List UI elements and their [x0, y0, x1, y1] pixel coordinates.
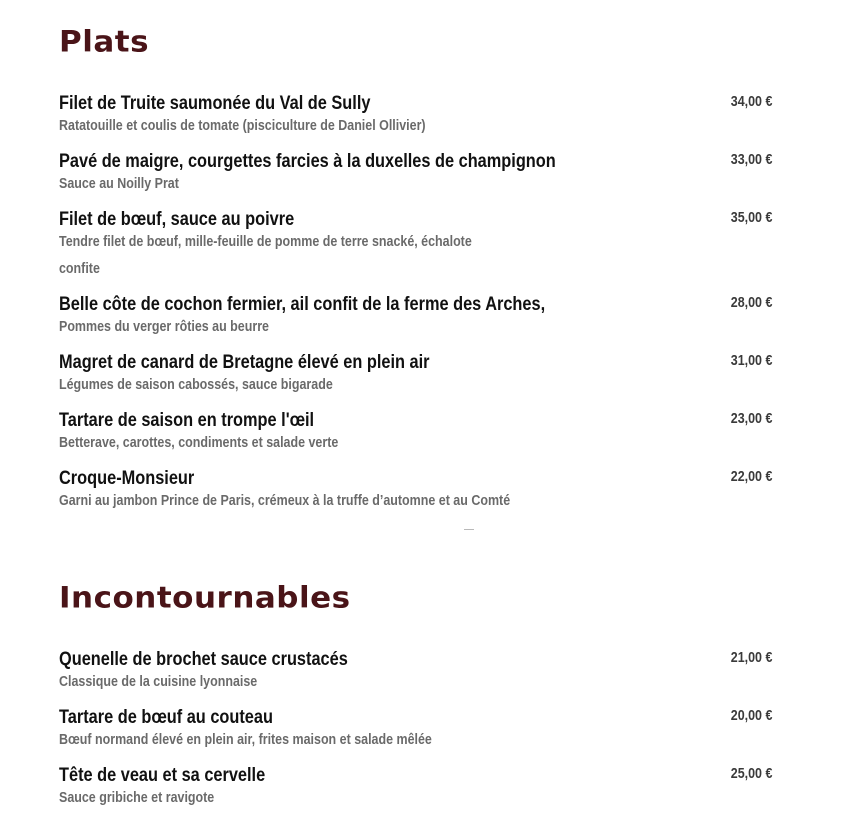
menu-item	[59, 293, 774, 341]
menu-item	[59, 150, 774, 198]
item-description: Ratatouille et coulis de tomate (pisciculture de Daniel Ollivier)	[59, 118, 426, 134]
item-price: 35,00 €	[730, 210, 772, 226]
menu-item	[59, 409, 774, 457]
item-price: 33,00 €	[730, 152, 772, 168]
item-name: Magret de canard de Bretagne élevé en plein air	[59, 352, 430, 373]
item-description: Sauce gribiche et ravigote	[59, 790, 215, 806]
item-price: 34,00 €	[730, 94, 772, 110]
menu-item	[59, 92, 774, 140]
menu-item	[59, 648, 774, 696]
item-name: Pavé de maigre, courgettes farcies à la duxelles de champignon	[59, 151, 556, 172]
item-price: 22,00 €	[730, 469, 772, 485]
menu-item	[59, 467, 774, 515]
section-title-incontournables: Incontournables	[59, 580, 351, 616]
item-price: 21,00 €	[730, 650, 772, 666]
item-price: 28,00 €	[730, 295, 772, 311]
item-price: 20,00 €	[730, 708, 772, 724]
item-name: Belle côte de cochon fermier, ail confit de la ferme des Arches,	[59, 294, 546, 315]
item-price: 23,00 €	[730, 411, 772, 427]
item-description: Pommes du verger rôties au beurre	[59, 319, 269, 335]
item-description: Classique de la cuisine lyonnaise	[59, 674, 258, 690]
item-name: Tête de veau et sa cervelle	[59, 765, 266, 786]
menu-item	[59, 351, 774, 399]
item-price: 25,00 €	[730, 766, 772, 782]
item-name: Filet de Truite saumonée du Val de Sully	[59, 93, 371, 114]
item-description: Garni au jambon Prince de Paris, crémeux à la truffe d’automne et au Comté	[59, 493, 511, 509]
item-name: Croque-Monsieur	[59, 468, 195, 489]
item-name: Tartare de saison en trompe l'œil	[59, 410, 315, 431]
menu-item	[59, 706, 774, 754]
item-description: Bœuf normand élevé en plein air, frites maison et salade mêlée	[59, 732, 432, 748]
section-divider	[464, 529, 474, 530]
item-description: Tendre filet de bœuf, mille-feuille de pomme de terre snacké, échalote confite	[59, 234, 472, 277]
menu-item	[59, 208, 774, 283]
item-name: Tartare de bœuf au couteau	[59, 707, 273, 728]
item-name: Filet de bœuf, sauce au poivre	[59, 209, 295, 230]
item-description: Sauce au Noilly Prat	[59, 176, 179, 192]
item-description: Légumes de saison cabossés, sauce bigarade	[59, 377, 333, 393]
item-description: Betterave, carottes, condiments et salade verte	[59, 435, 339, 451]
item-name: Quenelle de brochet sauce crustacés	[59, 649, 348, 670]
section-title-plats: Plats	[59, 24, 150, 60]
item-price: 31,00 €	[730, 353, 772, 369]
menu-item	[59, 764, 774, 812]
